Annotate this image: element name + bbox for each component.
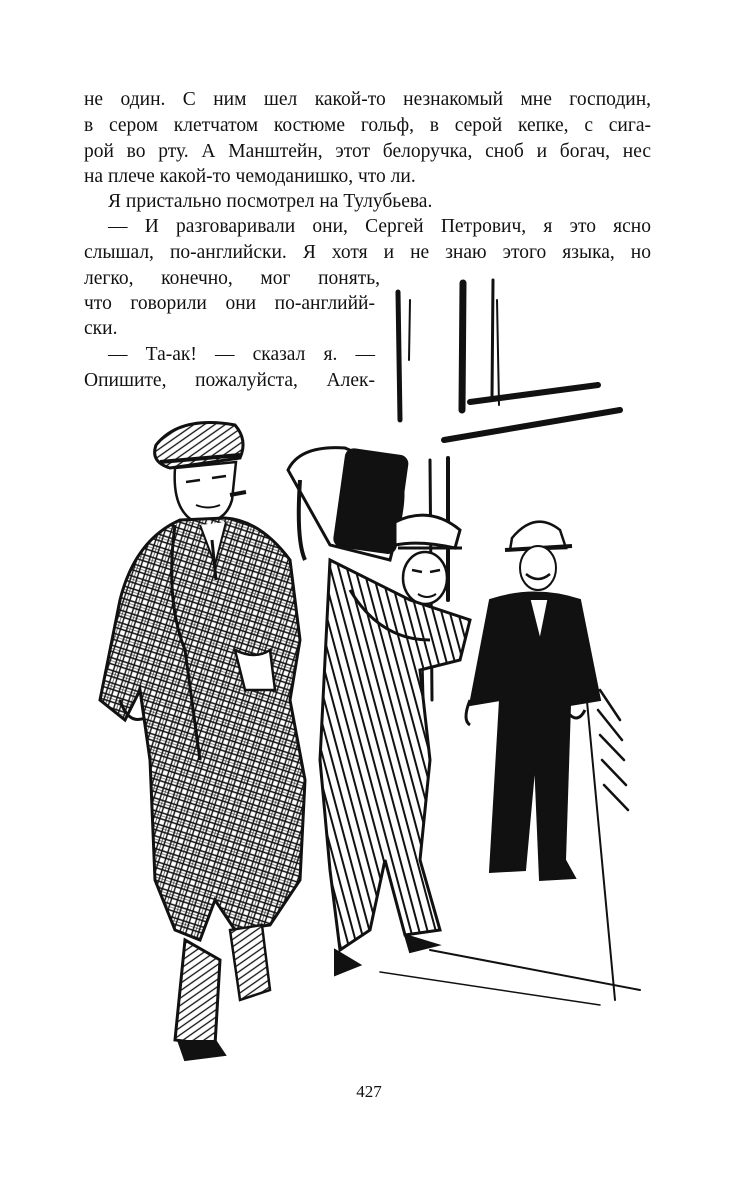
text-line-2: в сером клетчатом костюме гольф, в серой кепке, с сига-	[84, 115, 651, 136]
text-line-11: — Та-ак! — сказал я. —	[108, 344, 375, 365]
text-line-9: что говорили они по-английй-	[84, 293, 375, 314]
text-line-6: — И разговаривали они, Сергей Петрович, я это ясно	[108, 216, 651, 237]
text-line-12: Опишите, пожалуйста, Алек-	[84, 370, 375, 391]
text-line-7: слышал, по-английски. Я хотя и не знаю этого языка, но	[84, 242, 651, 263]
text-line-3: рой во рту. А Манштейн, этот белоручка, сноб и богач, нес	[84, 141, 651, 162]
text-line-10: ски.	[84, 318, 118, 339]
text-line-5: Я пристально посмотрел на Тулубьева.	[108, 191, 433, 212]
text-line-4: на плече какой-то чемоданишко, что ли.	[84, 166, 416, 187]
man-with-suitcase	[288, 448, 470, 975]
text-line-1: не один. С ним шел какой-то незнакомый мне господин,	[84, 89, 651, 110]
text-line-8: легко, конечно, мог понять,	[84, 268, 380, 289]
page-number: 427	[356, 1082, 382, 1101]
background-man	[466, 522, 600, 880]
man-in-plaid-coat	[100, 423, 305, 1061]
